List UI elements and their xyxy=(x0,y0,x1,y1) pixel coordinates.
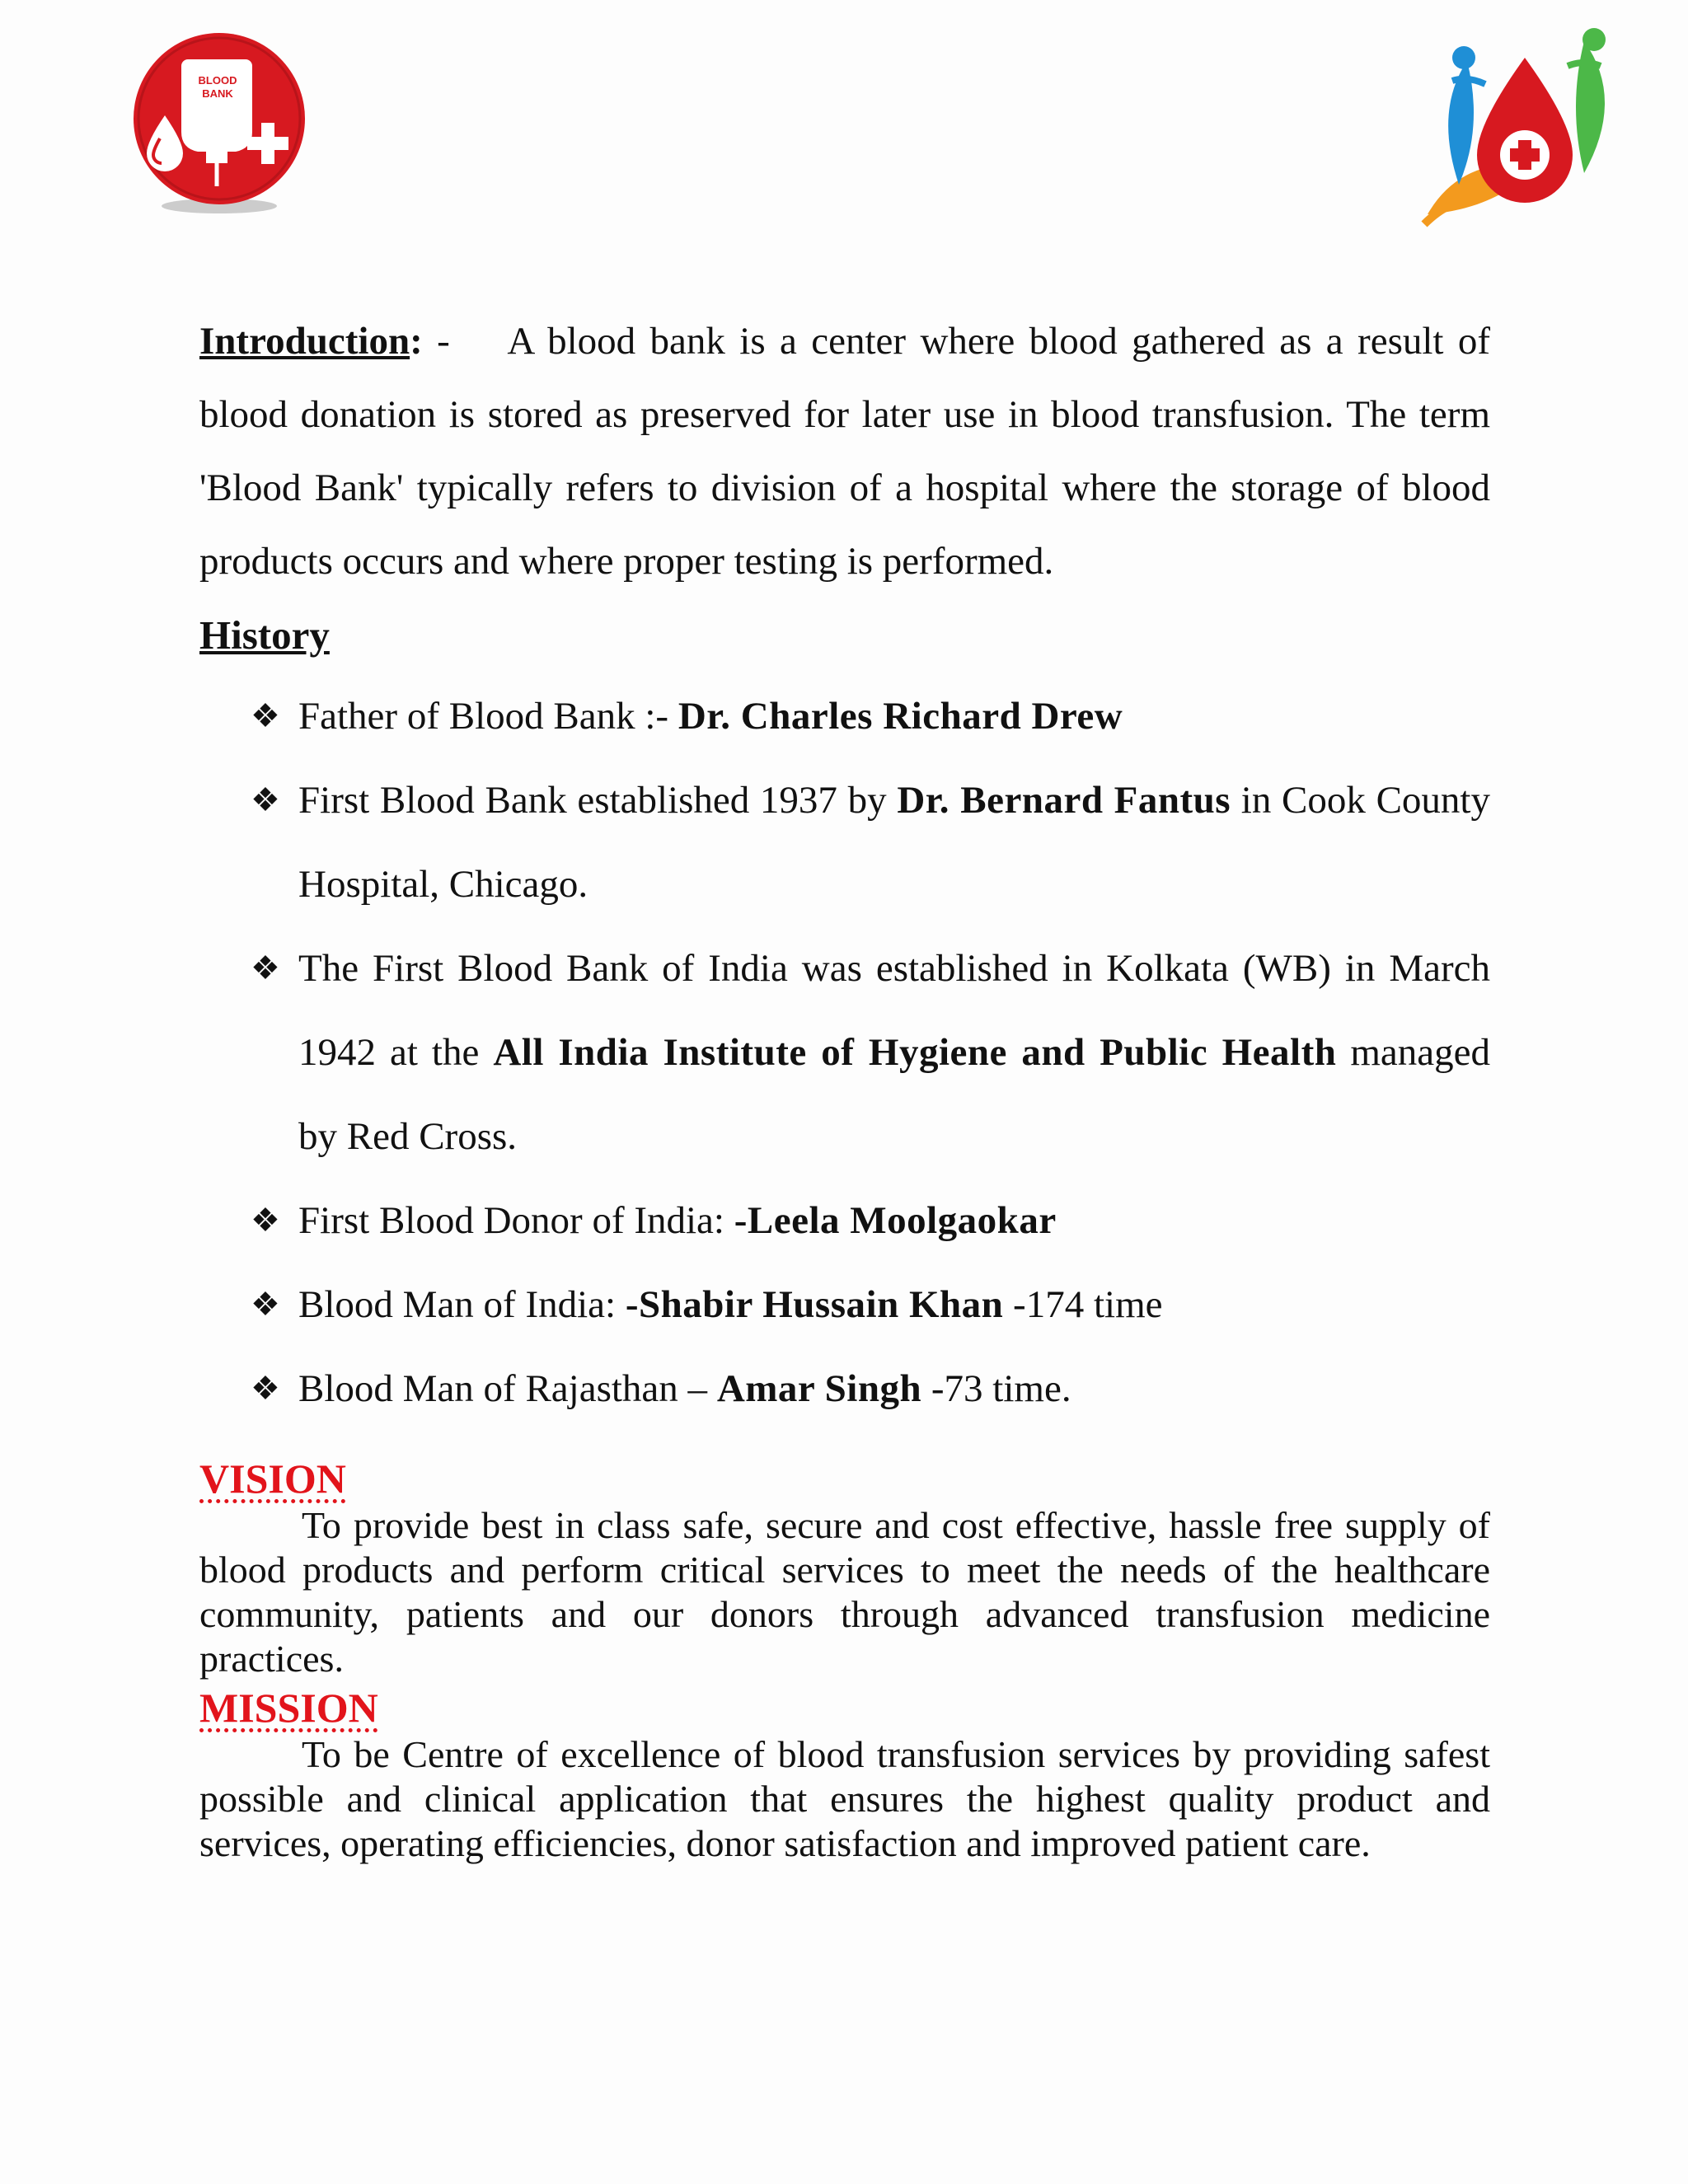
diamond-bullet-icon: ❖ xyxy=(251,1202,280,1239)
diamond-bullet-icon: ❖ xyxy=(251,1370,280,1407)
diamond-bullet-icon: ❖ xyxy=(251,1286,280,1323)
history-item: ❖ The First Blood Bank of India was established in Kolkata (WB) in March 1942 at the All India Institute of Hygiene and Public Health managed by Red Cross. xyxy=(199,926,1490,1179)
history-item: ❖ Blood Man of Rajasthan – Amar Singh -73 time. xyxy=(199,1347,1490,1431)
diamond-bullet-icon: ❖ xyxy=(251,949,280,987)
history-list xyxy=(199,674,1490,1431)
vision-heading: VISION xyxy=(199,1455,346,1502)
history-item: ❖ Father of Blood Bank :- Dr. Charles Richard Drew xyxy=(199,674,1490,758)
introduction-paragraph: Introduction: - A blood bank is a center where blood gathered as a result of blood donation is stored as preserved for later use in blood transfusion. The term 'Blood Bank' typically refers to division of a hospital where the storage of blood products occurs and where proper testing is performed. xyxy=(199,320,1491,583)
svg-text:BLOOD: BLOOD xyxy=(198,74,237,87)
history-item: ❖ First Blood Bank established 1937 by Dr. Bernard Fantus in Cook County Hospital, Chicago. xyxy=(199,758,1490,926)
mission-text: To be Centre of excellence of blood transfusion services by providing safest possible and clinical application that ensures the highest quality product and services, operating efficiencies, donor satisfaction and improved patient care. xyxy=(199,1733,1490,1864)
blood-drop-hands-icon xyxy=(1419,16,1617,232)
diamond-bullet-icon: ❖ xyxy=(251,697,280,734)
diamond-bullet-icon: ❖ xyxy=(251,781,280,818)
introduction-text: A blood bank is a center where blood gathered as a result of blood donation is stored as preserved for later use in blood transfusion. The term 'Blood Bank' typically refers to division of a hospital where the storage of blood products occurs and where proper testing is performed. xyxy=(199,320,1491,583)
history-heading: History xyxy=(199,612,330,658)
blood-bag-icon xyxy=(122,30,320,219)
vision-text: To provide best in class safe, secure and cost effective, hassle free supply of blood products and perform critical services to meet the needs of the healthcare community, patients and our donors through advanced transfusion medicine practices. xyxy=(199,1504,1490,1680)
history-item: ❖ Blood Man of India: -Shabir Hussain Khan -174 time xyxy=(199,1263,1490,1347)
mission-heading: MISSION xyxy=(199,1685,378,1731)
document-body xyxy=(199,305,1490,1866)
svg-text:BANK: BANK xyxy=(202,87,233,100)
introduction-heading: Introduction xyxy=(199,320,410,363)
history-item: ❖ First Blood Donor of India: -Leela Moolgaokar xyxy=(199,1179,1490,1263)
